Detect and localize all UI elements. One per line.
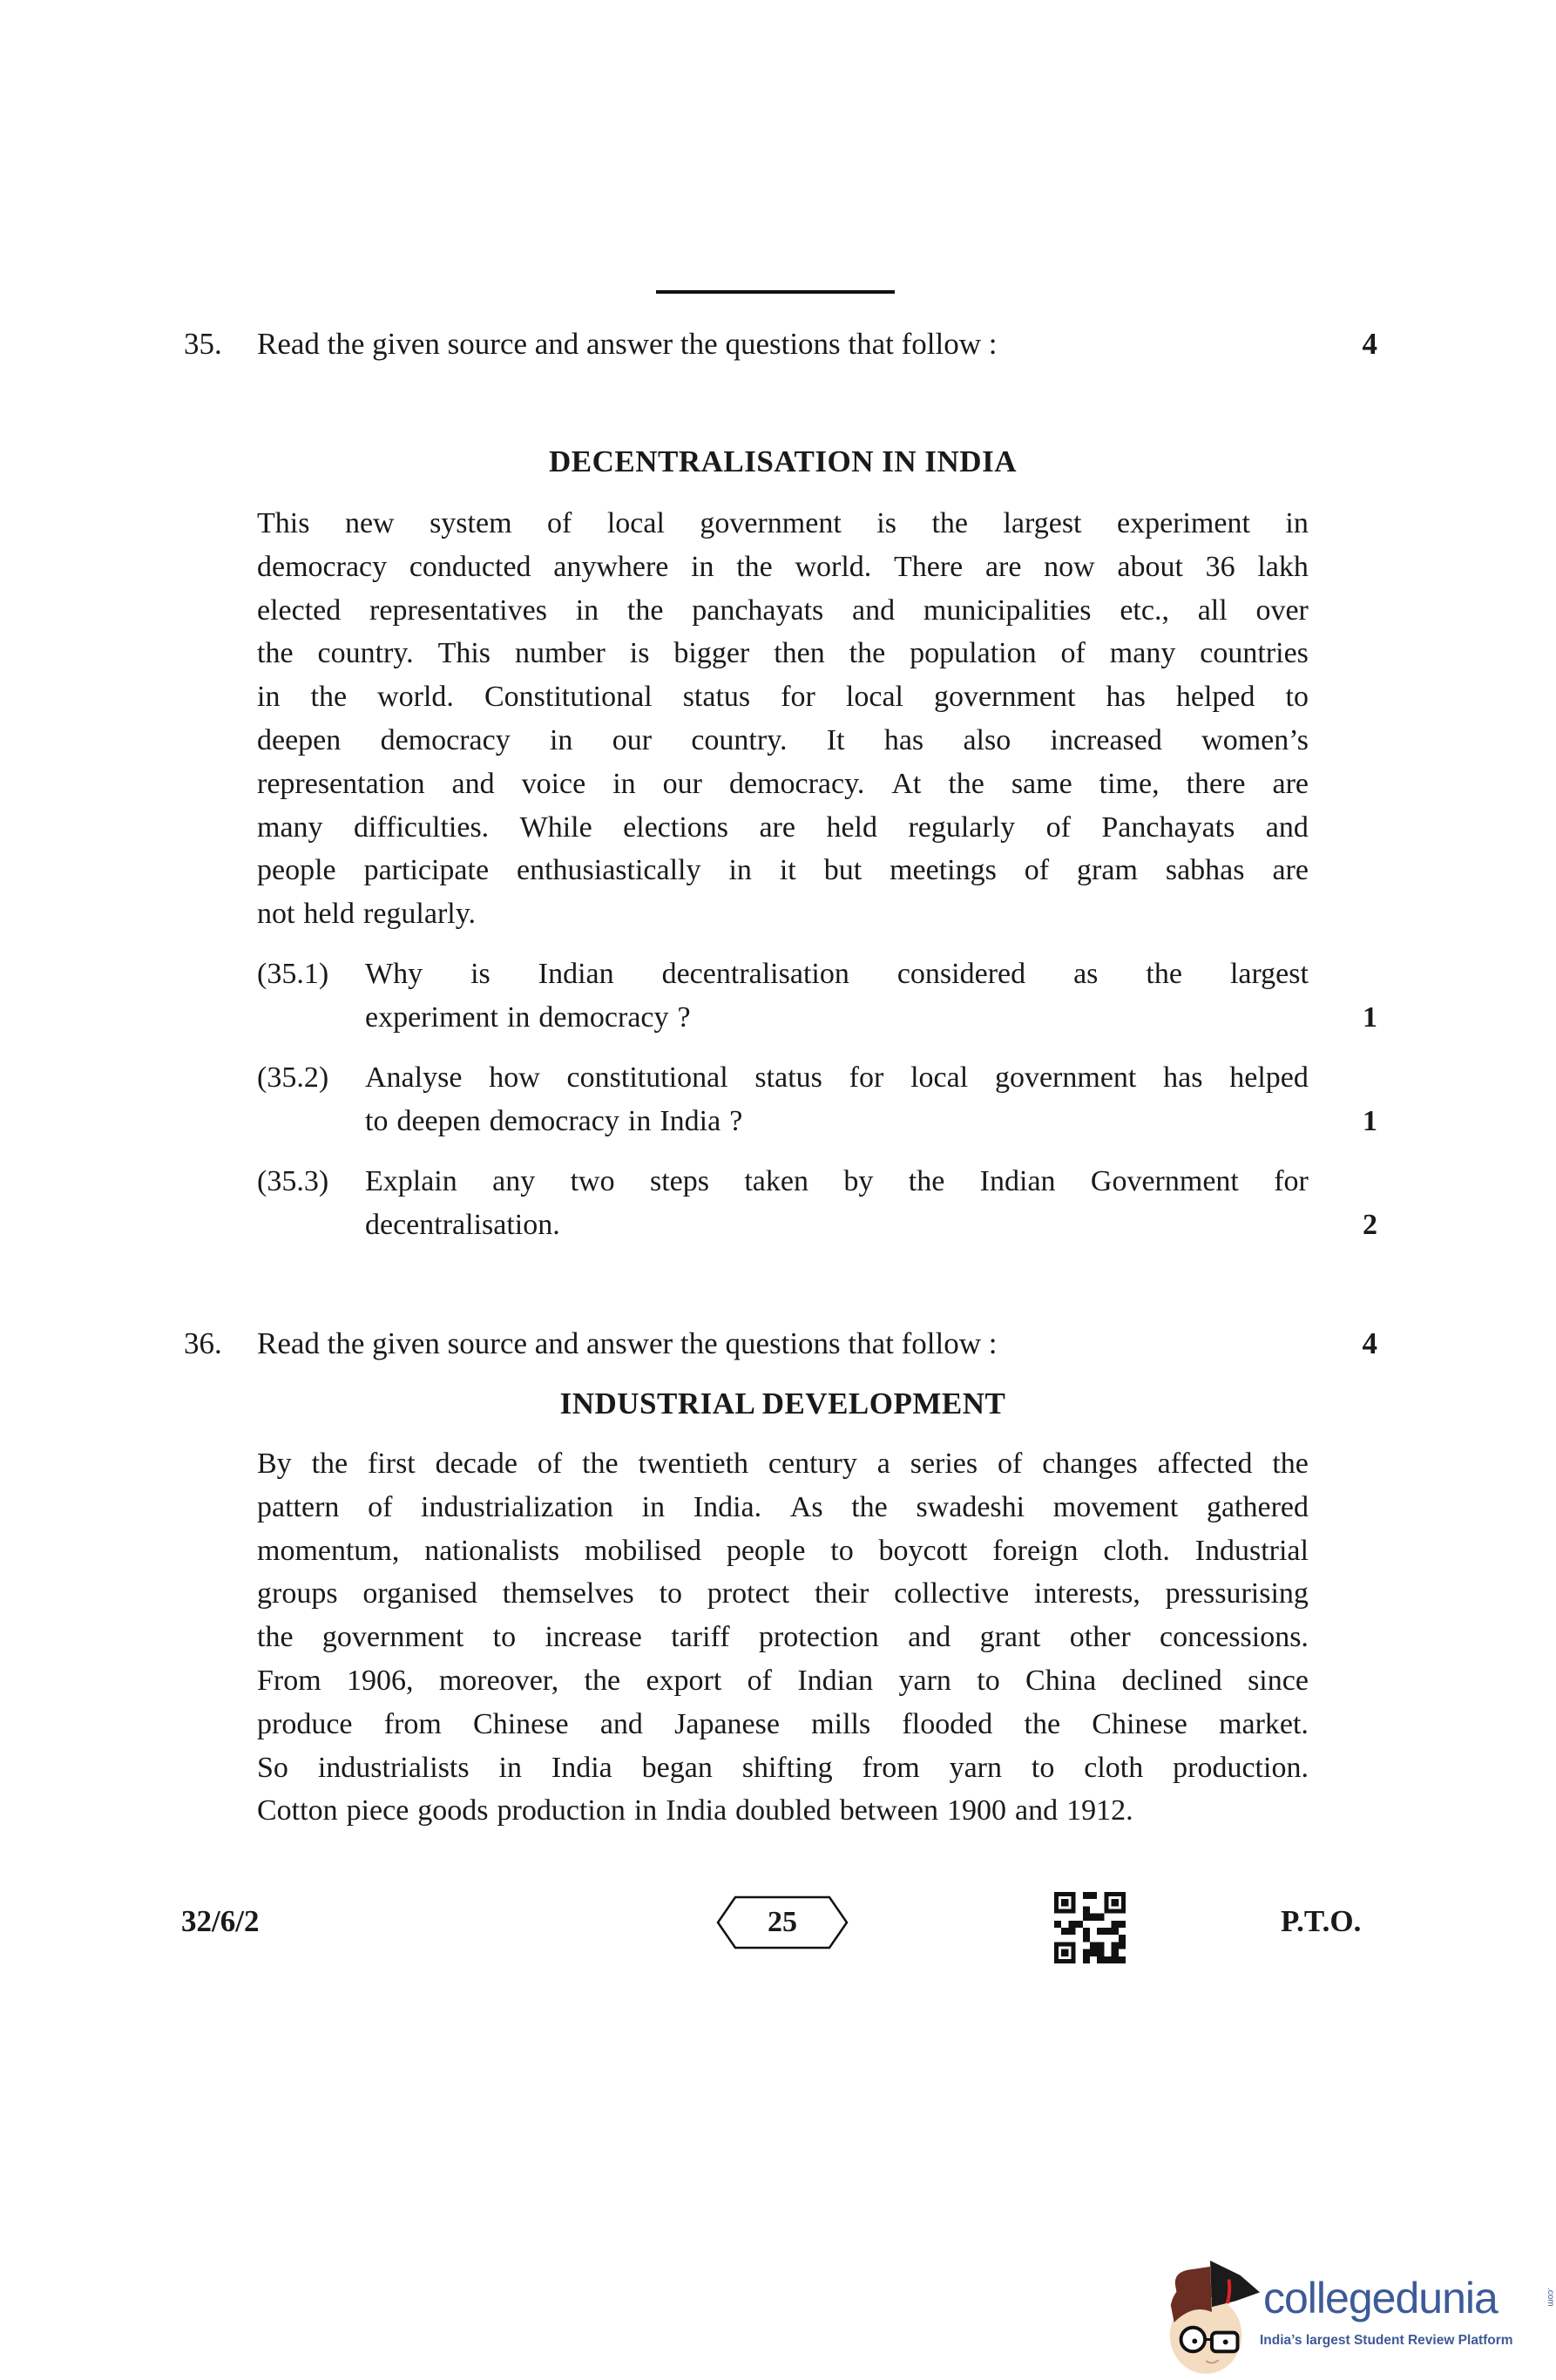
brand-tagline: India’s largest Student Review Platform [1260, 2333, 1513, 2348]
source-heading: INDUSTRIAL DEVELOPMENT [559, 1387, 1006, 1421]
passage-line: people participate enthusiastically in it but meetings of gram sabhas are [257, 854, 1309, 887]
passage-line: pattern of industrialization in India. As the swadeshi movement gathered [257, 1490, 1309, 1523]
brand-suffix: .com [1546, 2288, 1555, 2307]
passage-line: many difficulties. While elections are held regularly of Panchayats and [257, 810, 1309, 844]
qr-code [1054, 1891, 1126, 1964]
brand-name: collegedunia [1263, 2274, 1498, 2322]
question-number: 35. [184, 327, 222, 361]
source-passage [257, 1442, 1309, 1833]
passage-line: decentralisation. [365, 1208, 560, 1241]
mascot-icon [1159, 2253, 1262, 2376]
passage-line: Why is Indian decentralisation considered as the largest [365, 958, 1309, 990]
subquestion [257, 953, 1377, 1040]
passage-line: This new system of local government is the largest experiment in [257, 507, 1309, 539]
subquestion [257, 1056, 1377, 1143]
question-marks: 4 [1362, 327, 1377, 361]
passage-line: momentum, nationalists mobilised people to boycott foreign cloth. Industrial [257, 1534, 1309, 1567]
subquestion-text [365, 953, 1309, 1040]
passage-line: elected representatives in the panchayats and municipalities etc., all over [257, 593, 1309, 627]
passage-line: the government to increase tariff protection and grant other concessions. [257, 1621, 1309, 1654]
top-rule [656, 290, 895, 294]
source-passage [257, 502, 1309, 936]
page-number: 25 [768, 1906, 797, 1938]
passage-line: to deepen democracy in India ? [365, 1104, 743, 1137]
passage-line: experiment in democracy ? [365, 1000, 691, 1034]
passage-line: Explain any two steps taken by the Indian Government for [365, 1165, 1309, 1197]
question-36 [184, 1322, 1377, 1366]
passage-line: the country. This number is bigger then the population of many countries [257, 637, 1309, 670]
subquestion-text [365, 1160, 1309, 1247]
question-35 [184, 322, 1377, 366]
subquestion [257, 1160, 1377, 1247]
paper-code: 32/6/2 [181, 1904, 260, 1938]
passage-line: Cotton piece goods production in India doubled between 1900 and 1912. [257, 1794, 1133, 1827]
passage-line: not held regularly. [257, 898, 477, 931]
passage-line: deepen democracy in our country. It has also increased women’s [257, 723, 1309, 756]
question-text: Read the given source and answer the questions that follow : [257, 1326, 998, 1360]
passage-line: produce from Chinese and Japanese mills flooded the Chinese market. [257, 1707, 1309, 1740]
passage-line: groups organised themselves to protect their collective interests, pressurising [257, 1577, 1309, 1610]
subquestion-label: (35.2) [257, 1061, 329, 1094]
passage-line: Analyse how constitutional status for local government has helped [365, 1061, 1309, 1094]
subquestion-marks: 2 [1363, 1209, 1377, 1241]
question-number: 36. [184, 1326, 222, 1360]
question-marks: 4 [1362, 1326, 1377, 1360]
subquestion-label: (35.1) [257, 958, 329, 990]
passage-line: So industrialists in India began shifting from yarn to cloth production. [257, 1751, 1309, 1784]
question-text: Read the given source and answer the questions that follow : [257, 327, 998, 361]
passage-line: From 1906, moreover, the export of Indian yarn to China declined since [257, 1664, 1309, 1697]
passage-line: By the first decade of the twentieth century a series of changes affected the [257, 1448, 1309, 1480]
please-turn-over: P.T.O. [1281, 1904, 1362, 1938]
page-number-badge [716, 1895, 849, 1949]
subquestion-text [365, 1056, 1309, 1143]
passage-line: representation and voice in our democracy. At the same time, there are [257, 767, 1309, 800]
passage-line: democracy conducted anywhere in the world. There are now about 36 lakh [257, 550, 1309, 583]
subquestion-marks: 1 [1363, 1105, 1377, 1137]
subquestion-marks: 1 [1363, 1001, 1377, 1034]
subquestion-label: (35.3) [257, 1165, 329, 1197]
source-heading: DECENTRALISATION IN INDIA [549, 444, 1017, 478]
passage-line: in the world. Constitutional status for local government has helped to [257, 681, 1309, 714]
collegedunia-logo [1159, 2253, 1556, 2376]
